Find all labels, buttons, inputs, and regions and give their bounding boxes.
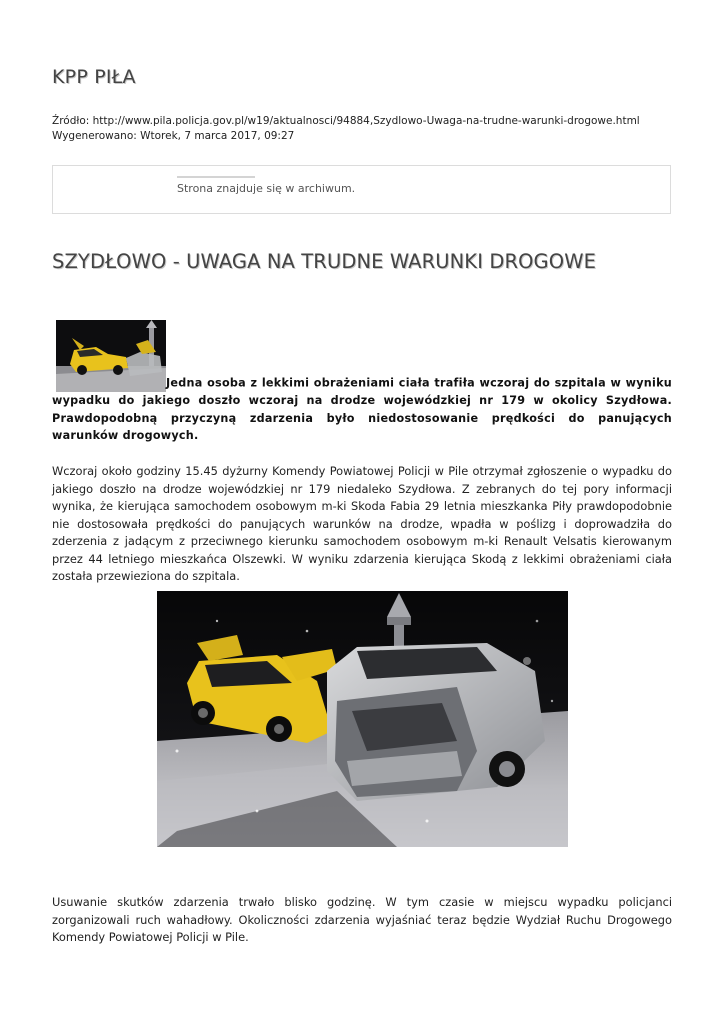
article-lead (52, 320, 672, 445)
accident-thumbnail-image (56, 320, 166, 392)
source-url-line: Źródło: http://www.pila.policja.gov.pl/w19/aktualnosci/94884,Szydlowo-Uwaga-na-trudne-warunki-drogowe.html (52, 115, 640, 127)
document-meta (52, 114, 640, 144)
site-title: KPP PIŁA (52, 66, 136, 88)
accident-photo (157, 591, 568, 847)
article-title: SZYDŁOWO - UWAGA NA TRUDNE WARUNKI DROGOWE (52, 250, 597, 273)
archive-notice-bar (177, 176, 255, 178)
article-paragraph-1: Wczoraj około godziny 15.45 dyżurny Komendy Powiatowej Policji w Pile otrzymał zgłoszenie o wypadku do jakiego doszło na drodze wojewódzkiej nr 179 niedaleko Szydłowa. Z zebranych do tej pory informacji wynika, że kierująca samochodem osobowym m-ki Skoda Fabia 29 letnia mieszkanka Piły prawdopodobnie nie dostosowała prędkości do panujących warunków na drodze, wpadła w poślizg i doprowadziła do zderzenia z jadącym z przeciwnego kierunku samochodem osobowym m-ki Renault Velsatis kierowanym przez 44 letniego mieszkańca Olszewki. W wyniku zdarzenia kierująca Skodą z lekkimi obrażeniami ciała została przewieziona do szpitala. (52, 464, 672, 583)
archive-notice-box (52, 165, 671, 214)
generated-date-line: Wygenerowano: Wtorek, 7 marca 2017, 09:27 (52, 130, 295, 142)
archive-notice-text: Strona znajduje się w archiwum. (177, 182, 356, 195)
article-lead-text: Jedna osoba z lekkimi obrażeniami ciała trafiła wczoraj do szpitala w wyniku wypadku do jakiego doszło wczoraj na drodze wojewódzkiej nr 179 w okolicy Szydłowa. Prawdopodobną przyczyną zdarzenia było niedostosowanie prędkości do panujących warunków drogowych. (52, 376, 672, 442)
article-paragraph-2: Usuwanie skutków zdarzenia trwało blisko godzinę. W tym czasie w miejscu wypadku policjanci zorganizowali ruch wahadłowy. Okoliczności zdarzenia wyjaśniać teraz będzie Wydział Ruchu Drogowego Komendy Powiatowej Policji w Pile. (52, 895, 672, 944)
article-lead-block (52, 320, 672, 445)
